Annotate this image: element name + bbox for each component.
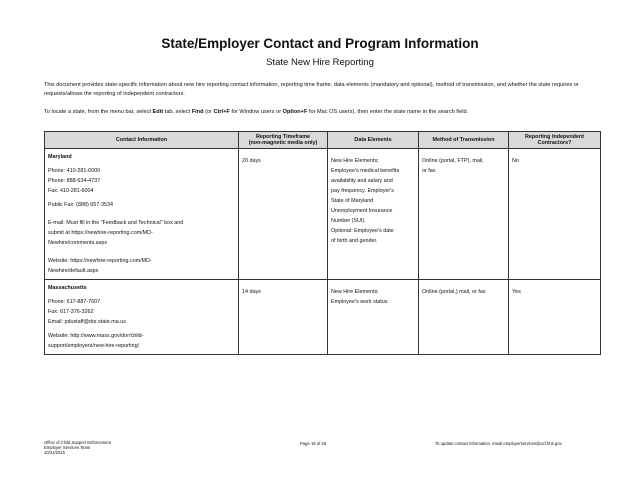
table-row-massachusetts	[45, 280, 601, 355]
method-cell: Online (portal, FTP), mail, or fax	[419, 149, 509, 280]
footer-update-contact: To update contact information, email employerservices@acf.hhs.gov	[435, 441, 562, 446]
instructions-paragraph: To locate a state, from the menu bar, select Edit tab, select Find (or Ctrl+F for Window users or Option+F for Mac OS users), then enter the state name in the search field.	[44, 109, 469, 115]
contact-cell	[45, 149, 239, 280]
document-title: State/Employer Contact and Program Information	[161, 36, 479, 51]
table-row-maryland	[45, 149, 601, 280]
footer-page-number: Page 19 of 26	[300, 441, 327, 446]
footer-left: Office of Child Support Enforcement Employer Services Team 10/31/2015	[44, 440, 111, 456]
header-contractors: Reporting Independent Contractors?	[509, 132, 601, 149]
header-method: Method of Transmission	[419, 132, 509, 149]
phone: Phone: 888-634-4737	[48, 178, 101, 184]
contractors-cell: Yes	[509, 280, 601, 355]
header-elements: Data Elements	[328, 132, 419, 149]
email-link[interactable]: submit at https://newhire-reporting.com/MD-	[48, 230, 153, 236]
method-cell: Online (portal,) mail, or fax	[419, 280, 509, 355]
state-name: Maryland	[48, 154, 72, 160]
fax: Fax: 617-376-3262	[48, 309, 94, 315]
intro-paragraph: This document provides state-specific information about new hire reporting contact information, reporting time frame, data elements (mandatory and optional), method of transmission, and whether the state requires or requests/allows the reporting of independent contractors.	[44, 82, 579, 97]
elements-cell: New Hire Elements; Employee's work status	[328, 280, 419, 355]
email-link[interactable]: Newhire/comments.aspx	[48, 240, 108, 246]
document-subtitle: State New Hire Reporting	[266, 57, 374, 68]
timeframe-cell: 20 days	[239, 149, 328, 280]
header-contact: Contact Information	[45, 132, 239, 149]
fax: Fax: 410-281-6004	[48, 188, 94, 194]
phone: Phone: 617-887-7607	[48, 299, 101, 305]
elements-cell: New Hire Elements; Employee's medical benefits availability and salary and pay frequency. Employer's State of Maryland Unemployment Insurance Number (SUI). Optional: Employee's date of birth and gender.	[328, 149, 419, 280]
state-name: Massachusetts	[48, 285, 87, 291]
header-timeframe: Reporting Timeframe (non-magnetic media only)	[239, 132, 328, 149]
contact-cell	[45, 280, 239, 355]
email-text: E-mail: Must fill in the "Feedback and Technical" box and	[48, 220, 184, 226]
website-link[interactable]: support/employers/new-hire-reporting/	[48, 343, 140, 349]
timeframe-cell: 14 days	[239, 280, 328, 355]
state-contact-table	[44, 131, 601, 355]
website-link[interactable]: Website: http://www.mass.gov/dor/child-	[48, 333, 144, 339]
public-fax: Public Fax: (888) 657-3534	[48, 202, 114, 208]
contractors-cell: No	[509, 149, 601, 280]
table-header-row	[45, 132, 601, 149]
website-link[interactable]: Website: https://newhire-reporting.com/MD-	[48, 258, 152, 264]
website-link[interactable]: Newhire/default.aspx	[48, 268, 99, 274]
email-link[interactable]: Email: pdustaff@dor.state.ma.us	[48, 319, 126, 325]
phone: Phone: 410-281-6000	[48, 168, 101, 174]
